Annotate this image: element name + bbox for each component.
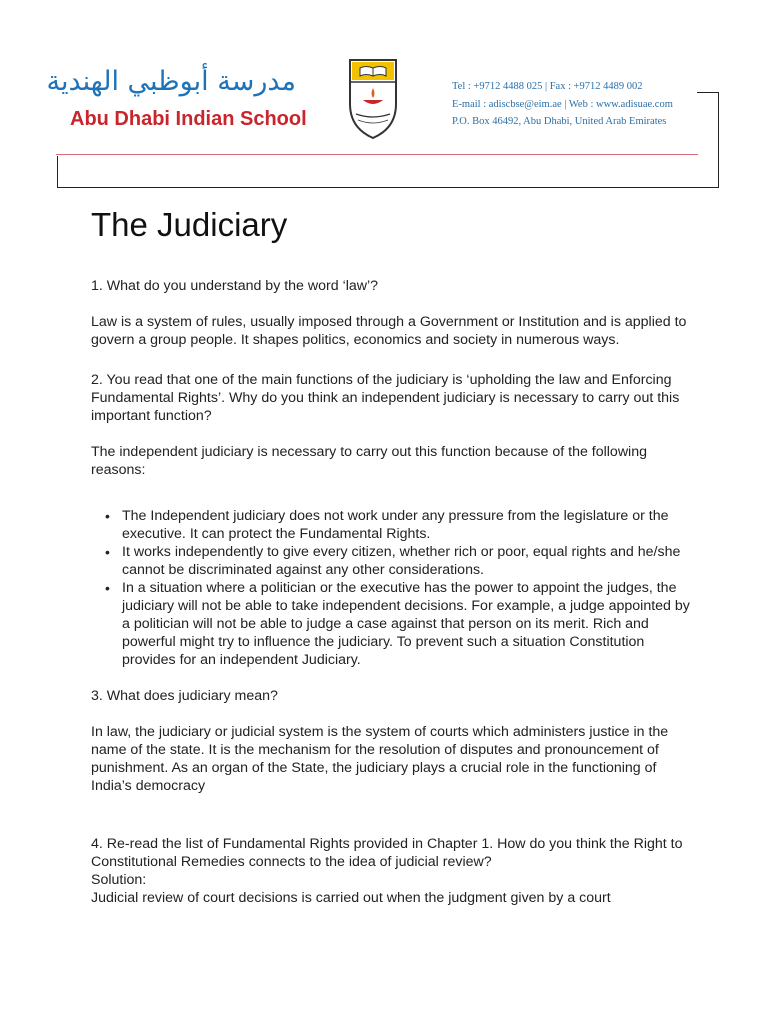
solution-label: Solution: [91, 872, 147, 888]
contact-address: P.O. Box 46492, Abu Dhabi, United Arab Emirates [452, 116, 667, 127]
frame-line [718, 92, 719, 188]
frame-line [57, 187, 719, 188]
answer-1: Law is a system of rules, usually imposed through a Government or Institution and is applied to govern a group people. It shapes politics, economics and society in numerous ways. [91, 314, 687, 348]
bullet-icon: • [105, 544, 110, 560]
contact-phone-fax: Tel : +9712 4488 025 | Fax : +9712 4489 002 [452, 81, 643, 92]
bullet-icon: • [105, 508, 110, 524]
page-title: The Judiciary [91, 206, 288, 243]
contact-email-web: E-mail : adiscbse@eim.ae | Web : www.adisuae.com [452, 98, 673, 110]
frame-line [57, 156, 58, 188]
answer-3: In law, the judiciary or judicial system is the system of courts which administers justice in the name of the state. It is the mechanism for the resolution of disputes and pronouncement of punishment. As an organ of the State, the judiciary plays a crucial role in the functioning of India’s democracy [91, 724, 669, 794]
list-item: • The Independent judiciary does not work under any pressure from the legislature or the executive. It can protect the Fundamental Rights. [105, 508, 669, 542]
list-item: • It works independently to give every citizen, whether rich or poor, equal rights and he/she cannot be discriminated against any other considerations. [105, 544, 681, 578]
question-2: 2. You read that one of the main functions of the judiciary is ‘upholding the law and Enforcing Fundamental Rights’. Why do you think an independent judiciary is necessary to carry out this important function? [91, 372, 680, 424]
header-rule [56, 154, 698, 155]
frame-line [697, 92, 719, 93]
bullet-icon: • [105, 580, 110, 596]
document-body [91, 203, 691, 907]
contact-details [452, 78, 673, 131]
answer-2-intro: The independent judiciary is necessary to carry out this function because of the following reasons: [91, 444, 647, 478]
question-4: 4. Re-read the list of Fundamental Rights provided in Chapter 1. How do you think the Right to Constitutional Remedies connects to the idea of judicial review? [91, 836, 683, 870]
school-crest-icon [346, 56, 400, 140]
list-item: • In a situation where a politician or the executive has the power to appoint the judges, the judiciary will not be able to take independent decisions. For example, a judge appointed by a politician will not be able to judge a case against that person on its merit. Rich and powerful might try to influence the judiciary. To prevent such a situation Constitution provides for an independent Judiciary. [105, 580, 690, 668]
school-name-arabic: مدرسة أبوظبي الهندية [46, 66, 296, 97]
answer-2-list [91, 507, 691, 669]
school-name-english: Abu Dhabi Indian School [70, 108, 307, 130]
letterhead [46, 44, 696, 154]
answer-4: Judicial review of court decisions is carried out when the judgment given by a court [91, 890, 611, 906]
question-3: 3. What does judiciary mean? [91, 688, 278, 704]
question-1: 1. What do you understand by the word ‘law’? [91, 278, 379, 294]
